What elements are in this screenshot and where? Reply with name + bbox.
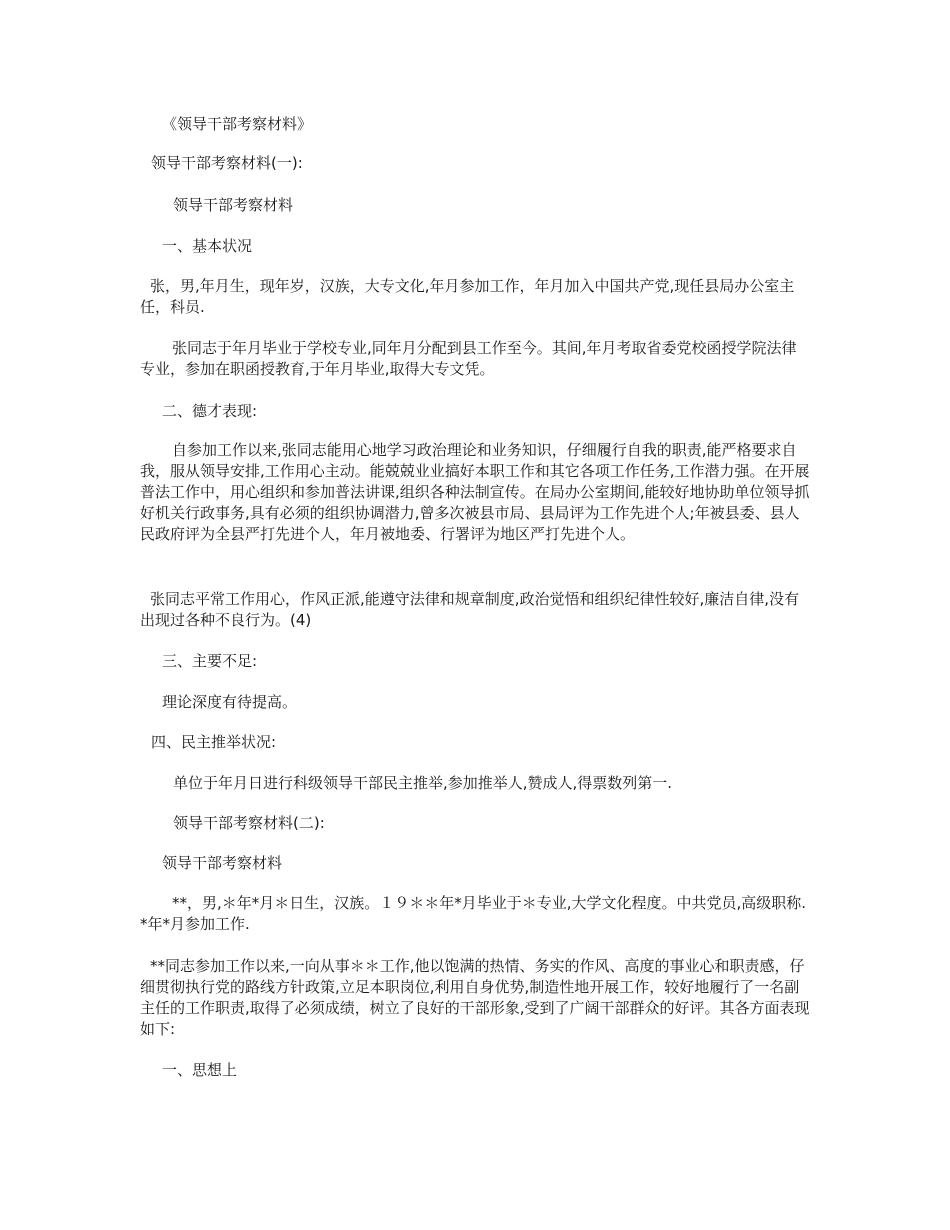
subtitle: 领导干部考察材料 (173, 196, 294, 214)
paragraph-conduct: 张同志平常工作用心，作风正派,能遵守法律和规章制度,政治觉悟和组织纪律性较好,廉洁自律,没有出现过各种不良行为。(4) (140, 590, 800, 629)
heading-basic-status: 一、基本状况 (162, 237, 253, 255)
paragraph-work-summary: **同志参加工作以来,一向从事＊＊工作,他以饱满的热情、务实的作风、高度的事业心和职责感，仔细贯彻执行党的路线方针政策,立足本职岗位,利用自身优势,制造性地开展工作，较好地履行了一名副主任的工作职责,取得了必须成绩，树立了良好的干部形象,受到了广阔干部群众的好评。其各方面表现如下: (140, 957, 810, 1038)
heading-shortcomings: 三、主要不足: (162, 652, 258, 670)
paragraph-basic-info: 张，男,年月生，现年岁，汉族，大专文化,年月参加工作，年月加入中国共产党,现任县局办公室主任，科员. (140, 277, 795, 316)
paragraph-education: 张同志于年月毕业于学校专业,同年月分配到县工作至今。其间,年月考取省委党校函授学院法律专业，参加在职函授教育,于年月毕业,取得大专文凭。 (140, 339, 797, 378)
paragraph-performance: 自参加工作以来,张同志能用心地学习政治理论和业务知识，仔细履行自我的职责,能严格要求自我，服从领导安排,工作用心主动。能兢兢业业搞好本职工作和其它各项工作任务,工作潜力强。在开展普法工作中，用心组织和参加普法讲课,组织各种法制宣传。在局办公室期间,能较好地协助单位领导抓好机关行政事务,具有必须的组织协调潜力,曾多次被县市局、县局评为工作先进个人;年被县委、县人民政府评为全县严打先进个人，年月被地委、行署评为地区严打先进个人。 (140, 441, 810, 543)
section-heading-two: 领导干部考察材料(二): (173, 814, 325, 832)
heading-performance: 二、德才表现: (162, 402, 258, 420)
paragraph-shortcomings: 理论深度有待提高。 (162, 693, 298, 711)
paragraph-profile: **，男,＊年*月＊日生，汉族。１９＊＊年*月毕业于＊专业,大学文化程度。中共党员,高级职称.*年*月参加工作. (140, 894, 807, 933)
paragraph-recommendation: 单位于年月日进行科级领导干部民主推举,参加推举人,赞成人,得票数列第一. (173, 774, 673, 792)
section-heading-one: 领导干部考察材料(一): (151, 154, 303, 172)
heading-democratic-recommendation: 四、民主推举状况: (151, 733, 277, 751)
document-title: 《领导干部考察材料》 (162, 115, 313, 133)
heading-ideology: 一、思想上 (162, 1061, 238, 1079)
subtitle-two: 领导干部考察材料 (162, 854, 283, 872)
